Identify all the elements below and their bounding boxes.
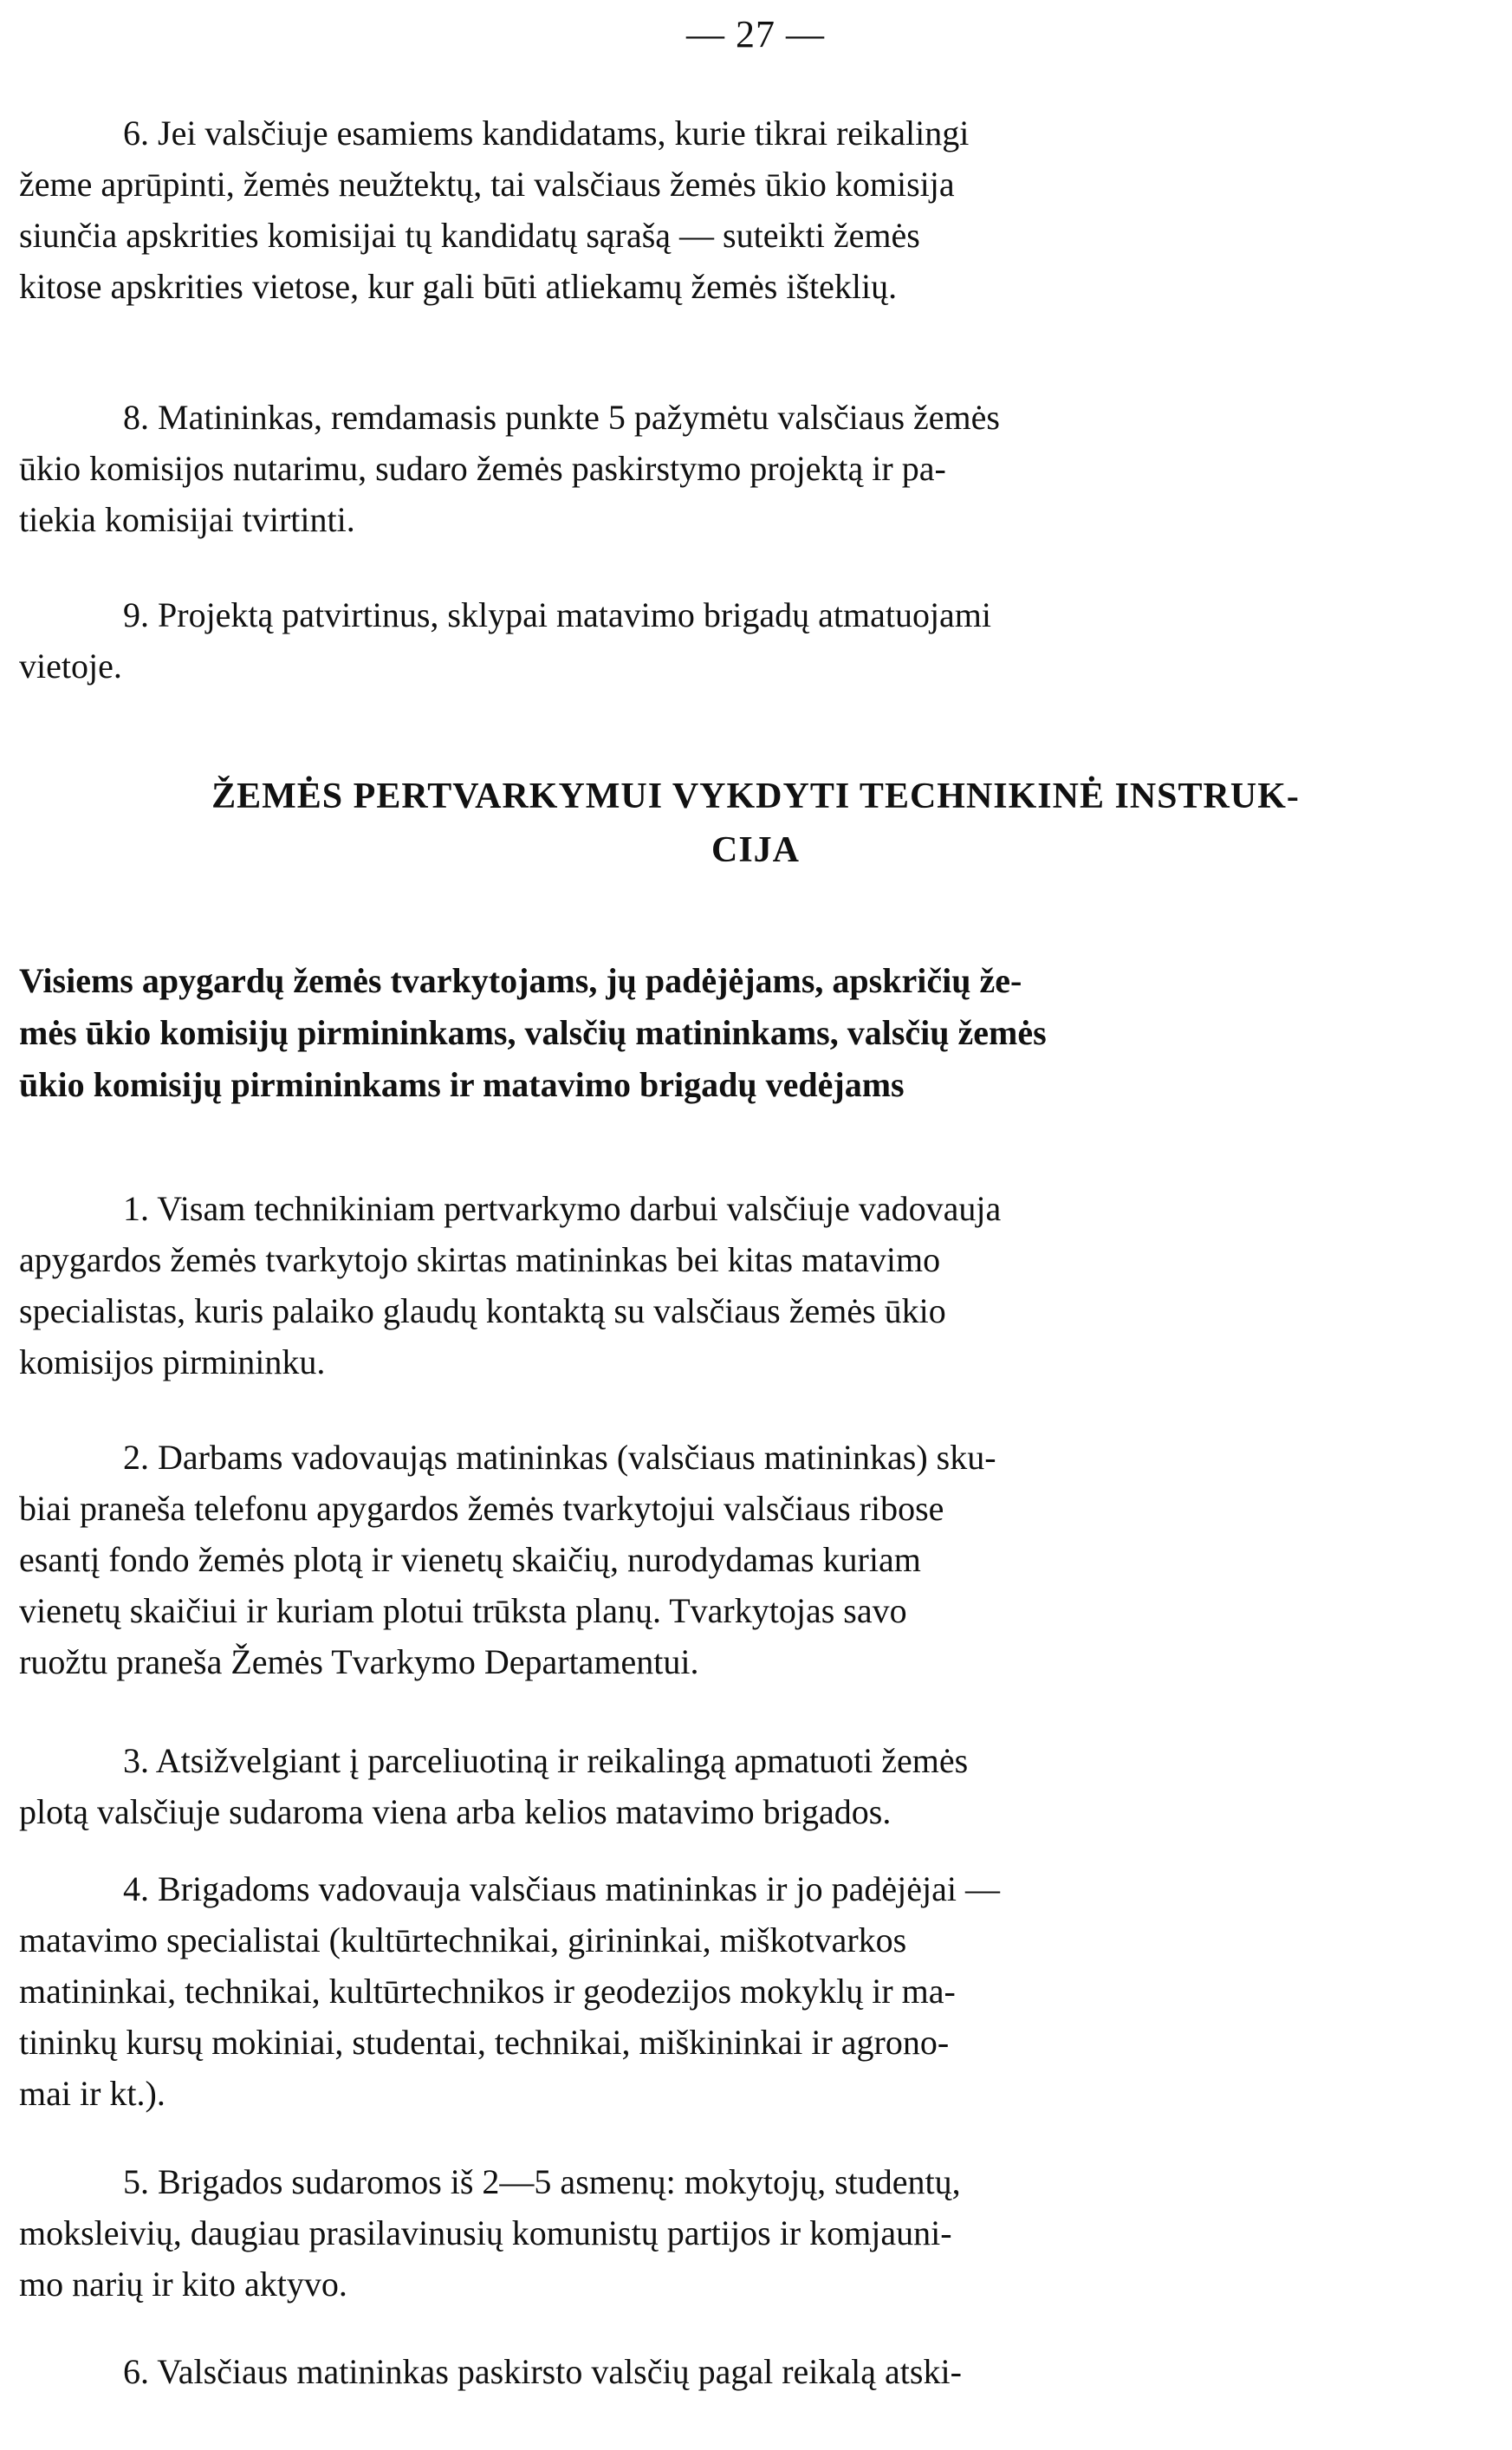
text-line: ruožtu praneša Žemės Tvarkymo Departamentui. [19, 1642, 699, 1681]
text-line: specialistas, kuris palaiko glaudų kontaktą su valsčiaus žemės ūkio [19, 1291, 946, 1330]
text-line: 8. Matininkas, remdamasis punkte 5 pažymėtu valsčiaus žemės [123, 398, 1000, 437]
addressee-line: Visiems apygardų žemės tvarkytojams, jų padėjėjams, apskričių že- [19, 961, 1022, 1000]
page-number: — 27 — [686, 13, 825, 55]
text-line: 4. Brigadoms vadovauja valsčiaus matininkas ir jo padėjėjai — [123, 1869, 1000, 1908]
text-line: mai ir kt.). [19, 2074, 165, 2113]
text-line: matavimo specialistai (kultūrtechnikai, girininkai, miškotvarkos [19, 1920, 907, 1959]
addressee-line: mės ūkio komisijų pirmininkams, valsčių matininkams, valsčių žemės [19, 1013, 1047, 1052]
section-heading [19, 770, 1492, 877]
text-line: tiekia komisijai tvirtinti. [19, 500, 355, 539]
text-line: apygardos žemės tvarkytojo skirtas matininkas bei kitas matavimo [19, 1240, 941, 1279]
text-line: esantį fondo žemės plotą ir vienetų skaičių, nurodydamas kuriam [19, 1540, 921, 1579]
heading-line: ŽEMĖS PERTVARKYMUI VYKDYTI TECHNIKINĖ INSTRUK- [211, 777, 1300, 816]
text-line: matininkai, technikai, kultūrtechnikos ir geodezijos mokyklų ir ma- [19, 1972, 956, 2011]
text-line: siunčia apskrities komisijai tų kandidatų sąrašą — suteikti žemės [19, 216, 920, 255]
document-page [19, 0, 1492, 2450]
text-line: plotą valsčiuje sudaroma viena arba kelios matavimo brigados. [19, 1792, 892, 1831]
section-5-brigade-composition [19, 2156, 1492, 2310]
text-line: 2. Darbams vadovaująs matininkas (valsčiaus matininkas) sku- [123, 1438, 996, 1477]
text-line: 6. Jei valsčiuje esamiems kandidatams, kurie tikrai reikalingi [123, 114, 970, 153]
text-line: tininkų kursų mokiniai, studentai, technikai, miškininkai ir agrono- [19, 2023, 950, 2062]
section-3-brigades [19, 1735, 1492, 1837]
text-line: 6. Valsčiaus matininkas paskirsto valsčių pagal reikalą atski- [123, 2352, 962, 2391]
section-6-district-division [19, 2346, 1492, 2397]
addressee-line: ūkio komisijų pirmininkams ir matavimo brigadų vedėjams [19, 1065, 905, 1104]
paragraph-6-land-shortage [19, 107, 1492, 312]
text-line: moksleivių, daugiau prasilavinusių komunistų partijos ir komjauni- [19, 2213, 952, 2252]
text-line: ūkio komisijos nutarimu, sudaro žemės paskirstymo projektą ir pa- [19, 449, 946, 488]
section-2-reporting [19, 1432, 1492, 1687]
text-line: biai praneša telefonu apygardos žemės tvarkytojui valsčiaus ribose [19, 1489, 944, 1528]
heading-line: CIJA [711, 830, 800, 870]
text-line: komisijos pirmininku. [19, 1342, 326, 1381]
section-4-brigade-leaders [19, 1863, 1492, 2119]
text-line: 9. Projektą patvirtinus, sklypai matavimo brigadų atmatuojami [123, 595, 992, 634]
paragraph-8-distribution-project [19, 392, 1492, 545]
text-line: vietoje. [19, 647, 122, 686]
text-line: vienetų skaičiui ir kuriam plotui trūksta planų. Tvarkytojas savo [19, 1591, 907, 1630]
section-1-leadership [19, 1183, 1492, 1387]
addressee-block [19, 955, 1492, 1111]
paragraph-9-plot-measurement [19, 589, 1492, 692]
text-line: mo narių ir kito aktyvo. [19, 2265, 347, 2304]
text-line: 3. Atsižvelgiant į parceliuotiną ir reikalingą apmatuoti žemės [123, 1741, 969, 1780]
text-line: žeme aprūpinti, žemės neužtektų, tai valsčiaus žemės ūkio komisija [19, 165, 955, 204]
text-line: 1. Visam technikiniam pertvarkymo darbui valsčiuje vadovauja [123, 1189, 1002, 1228]
text-line: kitose apskrities vietose, kur gali būti atliekamų žemės išteklių. [19, 267, 898, 306]
text-line: 5. Brigados sudaromos iš 2—5 asmenų: mokytojų, studentų, [123, 2162, 961, 2201]
